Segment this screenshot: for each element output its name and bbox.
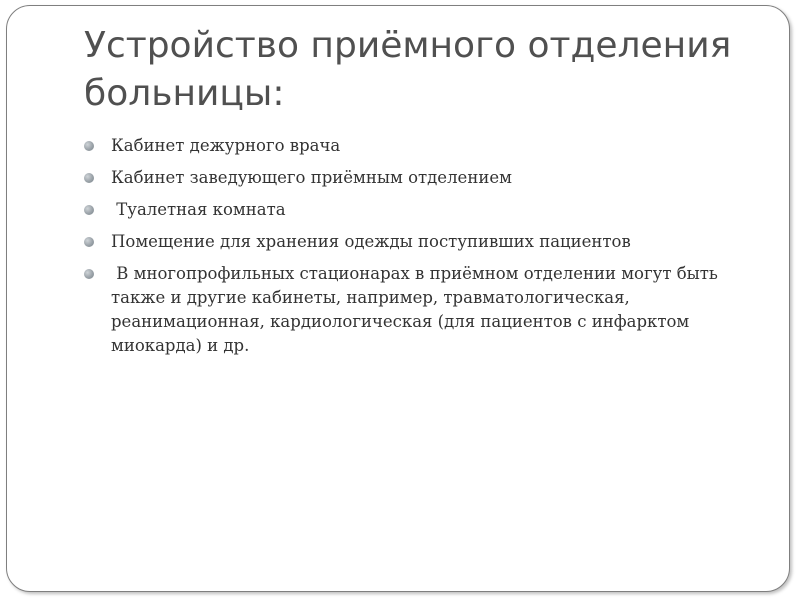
bullet-text: Кабинет заведующего приёмным отделением	[111, 168, 512, 187]
bullet-text: В многопрофильных стационарах в приёмном отделении могут быть также и другие кабинеты, например, травматологическая, реанимационная, кардиологическая (для пациентов с инфарктом миокарда) и др.	[111, 264, 724, 355]
circle-bullet-icon	[84, 205, 94, 215]
bullet-item	[82, 262, 752, 358]
circle-bullet-icon	[84, 237, 94, 247]
bullet-item	[82, 230, 752, 254]
circle-bullet-icon	[84, 141, 94, 151]
bullet-item	[82, 166, 752, 190]
bullet-item	[82, 198, 752, 222]
bullet-list	[82, 134, 752, 366]
bullet-text: Туалетная комната	[111, 200, 286, 219]
bullet-text: Помещение для хранения одежды поступивших пациентов	[111, 232, 631, 251]
bullet-text: Кабинет дежурного врача	[111, 136, 341, 155]
circle-bullet-icon	[84, 269, 94, 279]
circle-bullet-icon	[84, 173, 94, 183]
slide-title: Устройство приёмного отделения больницы:	[84, 25, 732, 114]
bullet-item	[82, 134, 752, 158]
